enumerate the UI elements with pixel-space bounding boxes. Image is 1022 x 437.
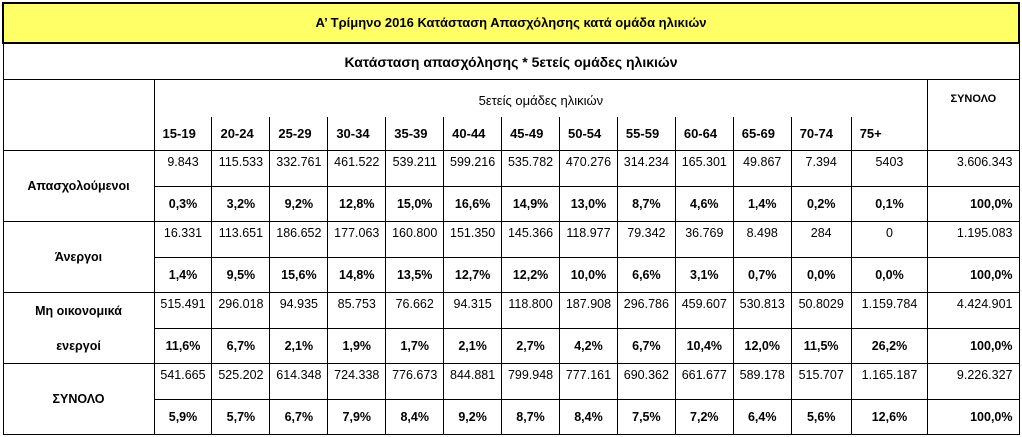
age-group-50-54: 50-54	[560, 117, 618, 151]
value-cell: 7.394	[791, 151, 851, 187]
percent-cell: 8,4%	[560, 400, 618, 435]
value-cell: 118.800	[502, 293, 560, 329]
value-cell: 525.202	[212, 364, 270, 400]
percent-cell: 10,0%	[560, 258, 618, 293]
value-cell: 459.607	[675, 293, 733, 329]
value-cell: 94.935	[270, 293, 328, 329]
row-total-percent: 100,0%	[928, 400, 1019, 435]
percent-cell: 7,2%	[675, 400, 733, 435]
value-cell: 589.178	[733, 364, 791, 400]
value-cell: 16.331	[154, 222, 212, 258]
value-cell: 1.159.784	[851, 293, 928, 329]
percent-cell: 2,7%	[502, 329, 560, 364]
table-subtitle: Κατάσταση απασχόλησης * 5ετείς ομάδες ηλικιών	[3, 43, 1019, 80]
percent-cell: 1,4%	[154, 258, 212, 293]
age-group-25-29: 25-29	[270, 117, 328, 151]
percent-cell: 14,8%	[328, 258, 386, 293]
percent-cell: 6,7%	[617, 329, 675, 364]
row-label-0: Απασχολούμενοι	[3, 151, 154, 222]
percent-cell: 1,4%	[733, 187, 791, 222]
value-cell: 776.673	[386, 364, 444, 400]
value-cell: 777.161	[560, 364, 618, 400]
age-group-header: 5ετείς ομάδες ηλικιών	[154, 80, 928, 118]
value-cell: 614.348	[270, 364, 328, 400]
percent-cell: 0,2%	[791, 187, 851, 222]
value-cell: 661.677	[675, 364, 733, 400]
value-cell: 9.843	[154, 151, 212, 187]
age-group-45-49: 45-49	[502, 117, 560, 151]
percent-cell: 8,4%	[386, 400, 444, 435]
value-cell: 332.761	[270, 151, 328, 187]
value-cell: 118.977	[560, 222, 618, 258]
percent-cell: 12,0%	[733, 329, 791, 364]
row-label-line2-2: ενεργοί	[3, 329, 154, 364]
percent-cell: 11,6%	[154, 329, 212, 364]
row-label-2: Μη οικονομικά	[3, 293, 154, 329]
total-header-spacer	[928, 117, 1019, 151]
value-cell: 314.234	[617, 151, 675, 187]
value-cell: 85.753	[328, 293, 386, 329]
percent-cell: 3,2%	[212, 187, 270, 222]
percent-cell: 3,1%	[675, 258, 733, 293]
percent-cell: 0,0%	[851, 258, 928, 293]
row-label-3: ΣΥΝΟΛΟ	[3, 364, 154, 435]
value-cell: 8.498	[733, 222, 791, 258]
percent-cell: 8,7%	[502, 400, 560, 435]
value-cell: 284	[791, 222, 851, 258]
corner-cell	[3, 80, 154, 151]
percent-cell: 15,6%	[270, 258, 328, 293]
value-cell: 165.301	[675, 151, 733, 187]
row-total-percent: 100,0%	[928, 187, 1019, 222]
value-cell: 515.491	[154, 293, 212, 329]
percent-cell: 12,8%	[328, 187, 386, 222]
percent-cell: 7,9%	[328, 400, 386, 435]
value-cell: 470.276	[560, 151, 618, 187]
percent-cell: 2,1%	[444, 329, 502, 364]
percent-cell: 16,6%	[444, 187, 502, 222]
percent-cell: 12,2%	[502, 258, 560, 293]
value-cell: 530.813	[733, 293, 791, 329]
percent-cell: 11,5%	[791, 329, 851, 364]
value-cell: 49.867	[733, 151, 791, 187]
value-cell: 535.782	[502, 151, 560, 187]
value-cell: 724.338	[328, 364, 386, 400]
value-cell: 94.315	[444, 293, 502, 329]
value-cell: 296.018	[212, 293, 270, 329]
value-cell: 115.533	[212, 151, 270, 187]
percent-cell: 14,9%	[502, 187, 560, 222]
percent-cell: 2,1%	[270, 329, 328, 364]
percent-cell: 0,7%	[733, 258, 791, 293]
value-cell: 79.342	[617, 222, 675, 258]
age-group-30-34: 30-34	[328, 117, 386, 151]
value-cell: 160.800	[386, 222, 444, 258]
value-cell: 50.8029	[791, 293, 851, 329]
value-cell: 0	[851, 222, 928, 258]
age-group-75plus: 75+	[851, 117, 928, 151]
value-cell: 1.165.187	[851, 364, 928, 400]
row-total: 3.606.343	[928, 151, 1019, 187]
employment-table	[2, 2, 1020, 435]
table-title: A’ Τρίμηνο 2016 Κατάσταση Απασχόλησης κατά ομάδα ηλικιών	[3, 3, 1019, 43]
percent-cell: 0,0%	[791, 258, 851, 293]
age-group-35-39: 35-39	[386, 117, 444, 151]
percent-cell: 26,2%	[851, 329, 928, 364]
value-cell: 541.665	[154, 364, 212, 400]
percent-cell: 7,5%	[617, 400, 675, 435]
percent-cell: 12,6%	[851, 400, 928, 435]
age-group-60-64: 60-64	[675, 117, 733, 151]
percent-cell: 9,5%	[212, 258, 270, 293]
percent-cell: 6,4%	[733, 400, 791, 435]
percent-cell: 9,2%	[270, 187, 328, 222]
percent-cell: 4,2%	[560, 329, 618, 364]
row-total: 4.424.901	[928, 293, 1019, 329]
percent-cell: 4,6%	[675, 187, 733, 222]
value-cell: 177.063	[328, 222, 386, 258]
percent-cell: 15,0%	[386, 187, 444, 222]
age-group-70-74: 70-74	[791, 117, 851, 151]
value-cell: 113.651	[212, 222, 270, 258]
value-cell: 187.908	[560, 293, 618, 329]
percent-cell: 6,7%	[212, 329, 270, 364]
percent-cell: 6,7%	[270, 400, 328, 435]
percent-cell: 8,7%	[617, 187, 675, 222]
percent-cell: 13,5%	[386, 258, 444, 293]
percent-cell: 9,2%	[444, 400, 502, 435]
total-header: ΣΥΝΟΛΟ	[928, 80, 1019, 118]
value-cell: 296.786	[617, 293, 675, 329]
value-cell: 5403	[851, 151, 928, 187]
percent-cell: 5,9%	[154, 400, 212, 435]
value-cell: 515.707	[791, 364, 851, 400]
percent-cell: 13,0%	[560, 187, 618, 222]
percent-cell: 0,3%	[154, 187, 212, 222]
percent-cell: 0,1%	[851, 187, 928, 222]
percent-cell: 6,6%	[617, 258, 675, 293]
row-total: 1.195.083	[928, 222, 1019, 258]
age-group-40-44: 40-44	[444, 117, 502, 151]
value-cell: 186.652	[270, 222, 328, 258]
percent-cell: 10,4%	[675, 329, 733, 364]
value-cell: 690.362	[617, 364, 675, 400]
row-total: 9.226.327	[928, 364, 1019, 400]
percent-cell: 1,7%	[386, 329, 444, 364]
value-cell: 599.216	[444, 151, 502, 187]
age-group-15-19: 15-19	[154, 117, 212, 151]
percent-cell: 5,6%	[791, 400, 851, 435]
percent-cell: 12,7%	[444, 258, 502, 293]
row-total-percent: 100,0%	[928, 329, 1019, 364]
age-group-55-59: 55-59	[617, 117, 675, 151]
age-group-65-69: 65-69	[733, 117, 791, 151]
value-cell: 145.366	[502, 222, 560, 258]
percent-cell: 1,9%	[328, 329, 386, 364]
value-cell: 76.662	[386, 293, 444, 329]
age-group-20-24: 20-24	[212, 117, 270, 151]
value-cell: 461.522	[328, 151, 386, 187]
percent-cell: 5,7%	[212, 400, 270, 435]
value-cell: 151.350	[444, 222, 502, 258]
value-cell: 539.211	[386, 151, 444, 187]
value-cell: 36.769	[675, 222, 733, 258]
row-label-1: Άνεργοι	[3, 222, 154, 293]
value-cell: 799.948	[502, 364, 560, 400]
row-total-percent: 100,0%	[928, 258, 1019, 293]
value-cell: 844.881	[444, 364, 502, 400]
